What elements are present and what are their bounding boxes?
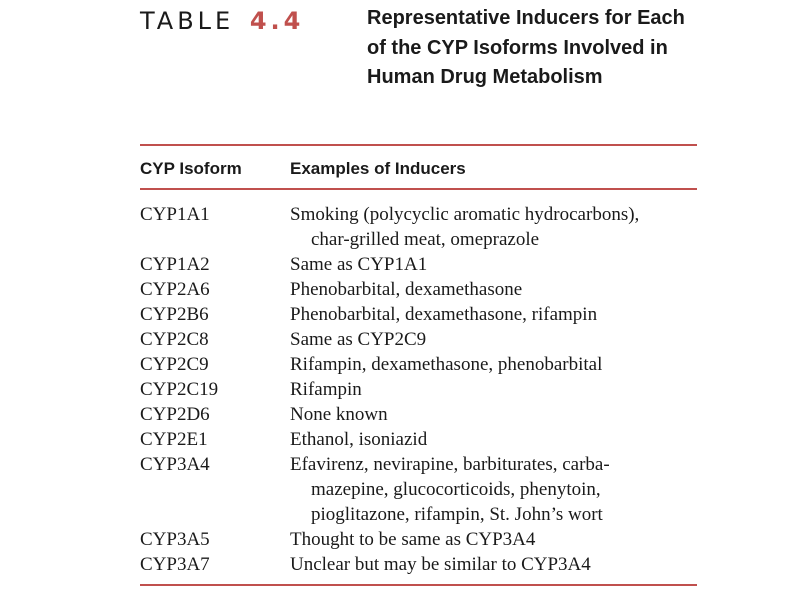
- inducers-line: Phenobarbital, dexamethasone, rifampin: [290, 304, 598, 325]
- inducers-cell: [290, 377, 710, 402]
- isoform-cell: CYP2D6: [140, 404, 210, 425]
- inducers-cell: [290, 527, 710, 552]
- table-row: [140, 302, 710, 327]
- isoform-cell: CYP2A6: [140, 279, 210, 300]
- inducers-line: Ethanol, isoniazid: [290, 429, 428, 450]
- table-body: [140, 202, 710, 577]
- bottom-rule: [140, 584, 697, 586]
- inducers-cell: [290, 302, 710, 327]
- inducers-line: Phenobarbital, dexamethasone: [290, 279, 523, 300]
- table-row: [140, 552, 710, 577]
- top-rule: [140, 144, 697, 146]
- inducers-line: Unclear but may be similar to CYP3A4: [290, 554, 591, 575]
- inducers-line: Smoking (polycyclic aromatic hydrocarbons),: [290, 204, 640, 225]
- isoform-cell: CYP3A5: [140, 529, 210, 550]
- inducers-line: Efavirenz, nevirapine, barbiturates, carba-: [290, 454, 610, 475]
- table-row: [140, 427, 710, 452]
- table-row: [140, 452, 710, 527]
- table-row: [140, 352, 710, 377]
- isoform-cell: CYP2C9: [140, 354, 209, 375]
- isoform-cell: CYP1A2: [140, 254, 210, 275]
- isoform-cell: CYP2E1: [140, 429, 208, 450]
- table-row: [140, 527, 710, 552]
- inducers-line: Same as CYP1A1: [290, 254, 428, 275]
- isoform-cell: CYP3A4: [140, 454, 210, 475]
- table-number: 4.4: [249, 7, 305, 35]
- inducers-line: Rifampin: [290, 379, 362, 400]
- isoform-cell: CYP3A7: [140, 554, 210, 575]
- inducers-line: None known: [290, 404, 388, 425]
- isoform-cell: CYP2C8: [140, 329, 209, 350]
- table-label: [140, 6, 304, 36]
- table-row: [140, 402, 710, 427]
- isoform-cell: CYP2C19: [140, 379, 219, 400]
- inducers-cell: [290, 277, 710, 302]
- inducers-cell: [290, 427, 710, 452]
- isoform-cell: CYP2B6: [140, 304, 209, 325]
- inducers-line: Thought to be same as CYP3A4: [290, 529, 536, 550]
- table-row: [140, 377, 710, 402]
- inducers-cell: [290, 327, 710, 352]
- inducers-line: Rifampin, dexamethasone, phenobarbital: [290, 354, 603, 375]
- inducers-line: pioglitazone, rifampin, St. John’s wort: [311, 504, 603, 525]
- table-row: [140, 202, 710, 252]
- inducers-cell: [290, 402, 710, 427]
- table-label-word: TABLE: [140, 7, 235, 35]
- table-title: Representative Inducers for Each of the CYP Isoforms Involved in Human Drug Metabolism: [367, 7, 685, 88]
- column-header-inducers: Examples of Inducers: [290, 159, 466, 178]
- inducers-cell: [290, 452, 710, 527]
- inducers-cell: [290, 552, 710, 577]
- table-row: [140, 252, 710, 277]
- table-row: [140, 327, 710, 352]
- inducers-cell: [290, 252, 710, 277]
- inducers-line: Same as CYP2C9: [290, 329, 427, 350]
- inducers-line: char-grilled meat, omeprazole: [311, 229, 540, 250]
- isoform-cell: CYP1A1: [140, 204, 210, 225]
- inducers-cell: [290, 352, 710, 377]
- header-rule: [140, 188, 697, 190]
- inducers-cell: [290, 202, 710, 252]
- column-header-isoform: CYP Isoform: [140, 159, 242, 178]
- table-row: [140, 277, 710, 302]
- inducers-line: mazepine, glucocorticoids, phenytoin,: [311, 479, 601, 500]
